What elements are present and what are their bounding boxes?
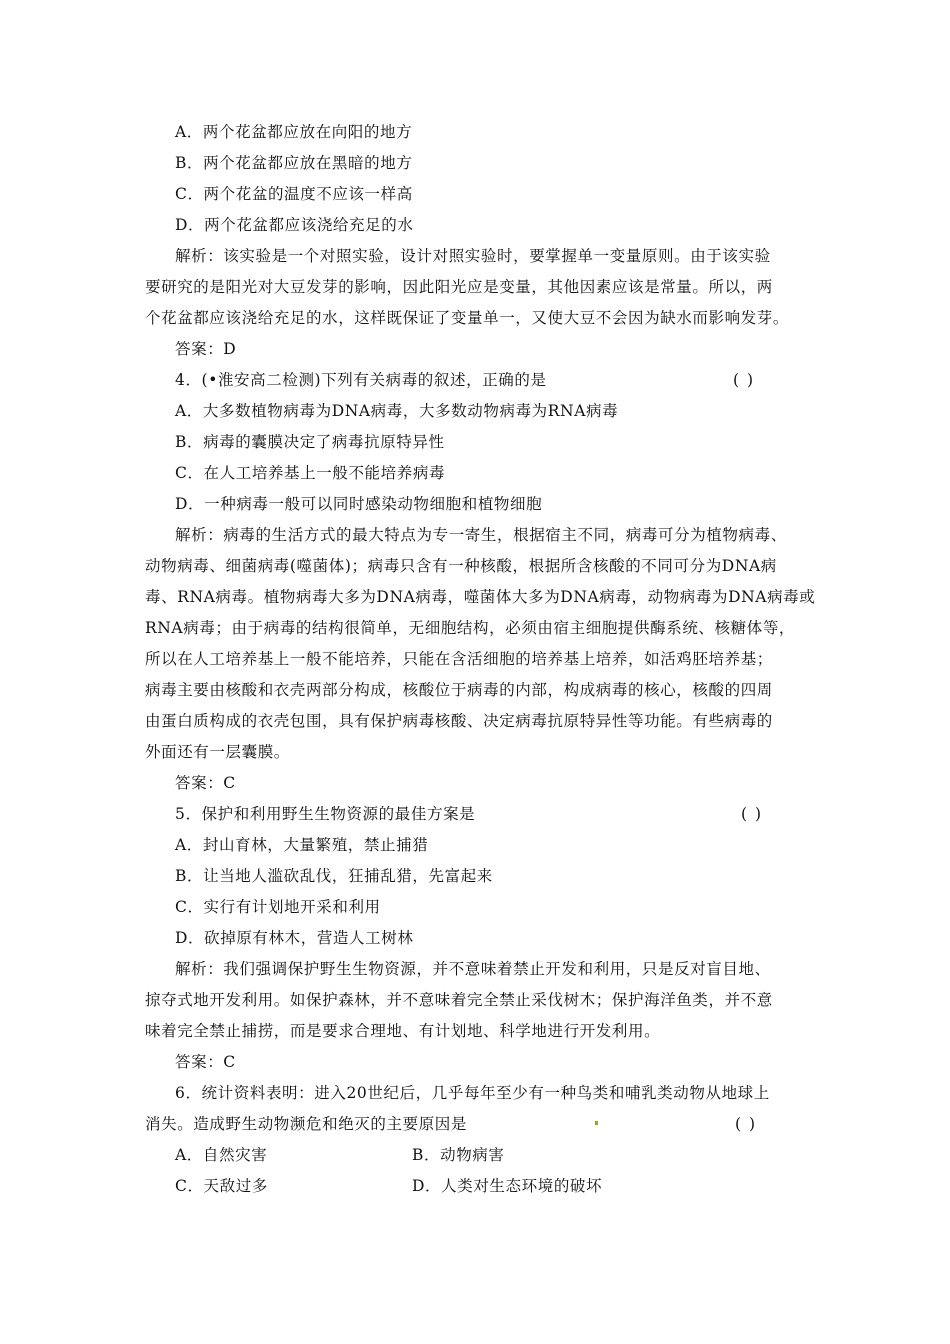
q6-stem-line: 消失。造成野生动物濒危和绝灭的主要原因是 bbox=[145, 1115, 468, 1133]
q4-analysis-line: 毒、RNA病毒。植物病毒大多为DNA病毒，噬菌体大多为DNA病毒，动物病毒为DNA病毒或 bbox=[145, 588, 816, 606]
q4-analysis-line: 由蛋白质构成的衣壳包围，具有保护病毒核酸、决定病毒抗原特异性等功能。有些病毒的 bbox=[145, 712, 773, 730]
q3-analysis-line: 个花盆都应该浇给充足的水，这样既保证了变量单一，又使大豆不会因为缺水而影响发芽。 bbox=[145, 309, 790, 327]
q4-analysis-line: RNA病毒；由于病毒的结构很简单，无细胞结构，必须由宿主细胞提供酶系统、核糖体等， bbox=[145, 619, 796, 637]
q5-stem: 5．保护和利用野生生物资源的最佳方案是 bbox=[175, 805, 476, 823]
q5-analysis-line: 味着完全禁止捕捞，而是要求合理地、有计划地、科学地进行开发利用。 bbox=[145, 1022, 661, 1040]
q5-analysis-line: 解析：我们强调保护野生生物资源，并不意味着禁止开发和利用，只是反对盲目地、 bbox=[175, 960, 771, 978]
stray-dot bbox=[595, 1121, 598, 1125]
q3-analysis-line: 解析：该实验是一个对照实验，设计对照实验时，要掌握单一变量原则。由于该实验 bbox=[175, 247, 771, 265]
q4-answer: 答案：C bbox=[175, 774, 236, 792]
q6-stem-line: 6．统计资料表明：进入20世纪后，几乎每年至少有一种鸟类和哺乳类动物从地球上 bbox=[175, 1084, 770, 1102]
q3-analysis-line: 要研究的是阳光对大豆发芽的影响，因此阳光应是变量，其他因素应该是常量。所以，两 bbox=[145, 278, 773, 296]
q4-analysis-line: 病毒主要由核酸和衣壳两部分构成，核酸位于病毒的内部，构成病毒的核心，核酸的四周 bbox=[145, 681, 773, 699]
q6-option-b: B．动物病害 bbox=[412, 1146, 505, 1164]
q3-answer: 答案：D bbox=[175, 340, 237, 358]
q5-answer-bracket: () bbox=[741, 805, 770, 823]
q4-stem: 4．(•淮安高二检测)下列有关病毒的叙述，正确的是 bbox=[175, 371, 547, 389]
q4-analysis-line: 解析：病毒的生活方式的最大特点为专一寄生，根据宿主不同，病毒可分为植物病毒、 bbox=[175, 526, 787, 544]
q3-option-a: A．两个花盆都应放在向阳的地方 bbox=[175, 123, 413, 141]
q5-option-a: A．封山育林，大量繁殖，禁止捕猎 bbox=[175, 836, 429, 854]
q5-option-d: D．砍掉原有林木，营造人工树林 bbox=[175, 929, 414, 947]
q4-option-b: B．病毒的囊膜决定了病毒抗原特异性 bbox=[175, 433, 445, 451]
q4-option-c: C．在人工培养基上一般不能培养病毒 bbox=[175, 464, 446, 482]
q6-answer-bracket: () bbox=[735, 1115, 764, 1133]
q4-option-a: A．大多数植物病毒为DNA病毒，大多数动物病毒为RNA病毒 bbox=[175, 402, 619, 420]
q4-analysis-line: 所以在人工培养基上一般不能培养，只能在含活细胞的培养基上培养，如活鸡胚培养基； bbox=[145, 650, 773, 668]
q4-analysis-line: 外面还有一层囊膜。 bbox=[145, 743, 290, 761]
q4-answer-bracket: () bbox=[733, 371, 762, 389]
q3-option-c: C．两个花盆的温度不应该一样高 bbox=[175, 185, 413, 203]
q4-analysis-line: 动物病毒、细菌病毒(噬菌体)；病毒只含有一种核酸，根据所含核酸的不同可分为DNA病 bbox=[145, 557, 777, 575]
q5-answer: 答案：C bbox=[175, 1053, 236, 1071]
q5-option-b: B．让当地人滥砍乱伐，狂捕乱猎，先富起来 bbox=[175, 867, 493, 885]
q6-option-d: D．人类对生态环境的破坏 bbox=[412, 1177, 603, 1195]
q4-option-d: D．一种病毒一般可以同时感染动物细胞和植物细胞 bbox=[175, 495, 543, 513]
q3-option-d: D．两个花盆都应该浇给充足的水 bbox=[175, 216, 414, 234]
q5-analysis-line: 掠夺式地开发利用。如保护森林，并不意味着完全禁止采伐树木；保护海洋鱼类，并不意 bbox=[145, 991, 773, 1009]
q5-option-c: C．实行有计划地开采和利用 bbox=[175, 898, 381, 916]
q3-option-b: B．两个花盆都应放在黑暗的地方 bbox=[175, 154, 413, 172]
q6-option-c: C．天敌过多 bbox=[175, 1177, 268, 1195]
q6-option-a: A．自然灾害 bbox=[175, 1146, 268, 1164]
